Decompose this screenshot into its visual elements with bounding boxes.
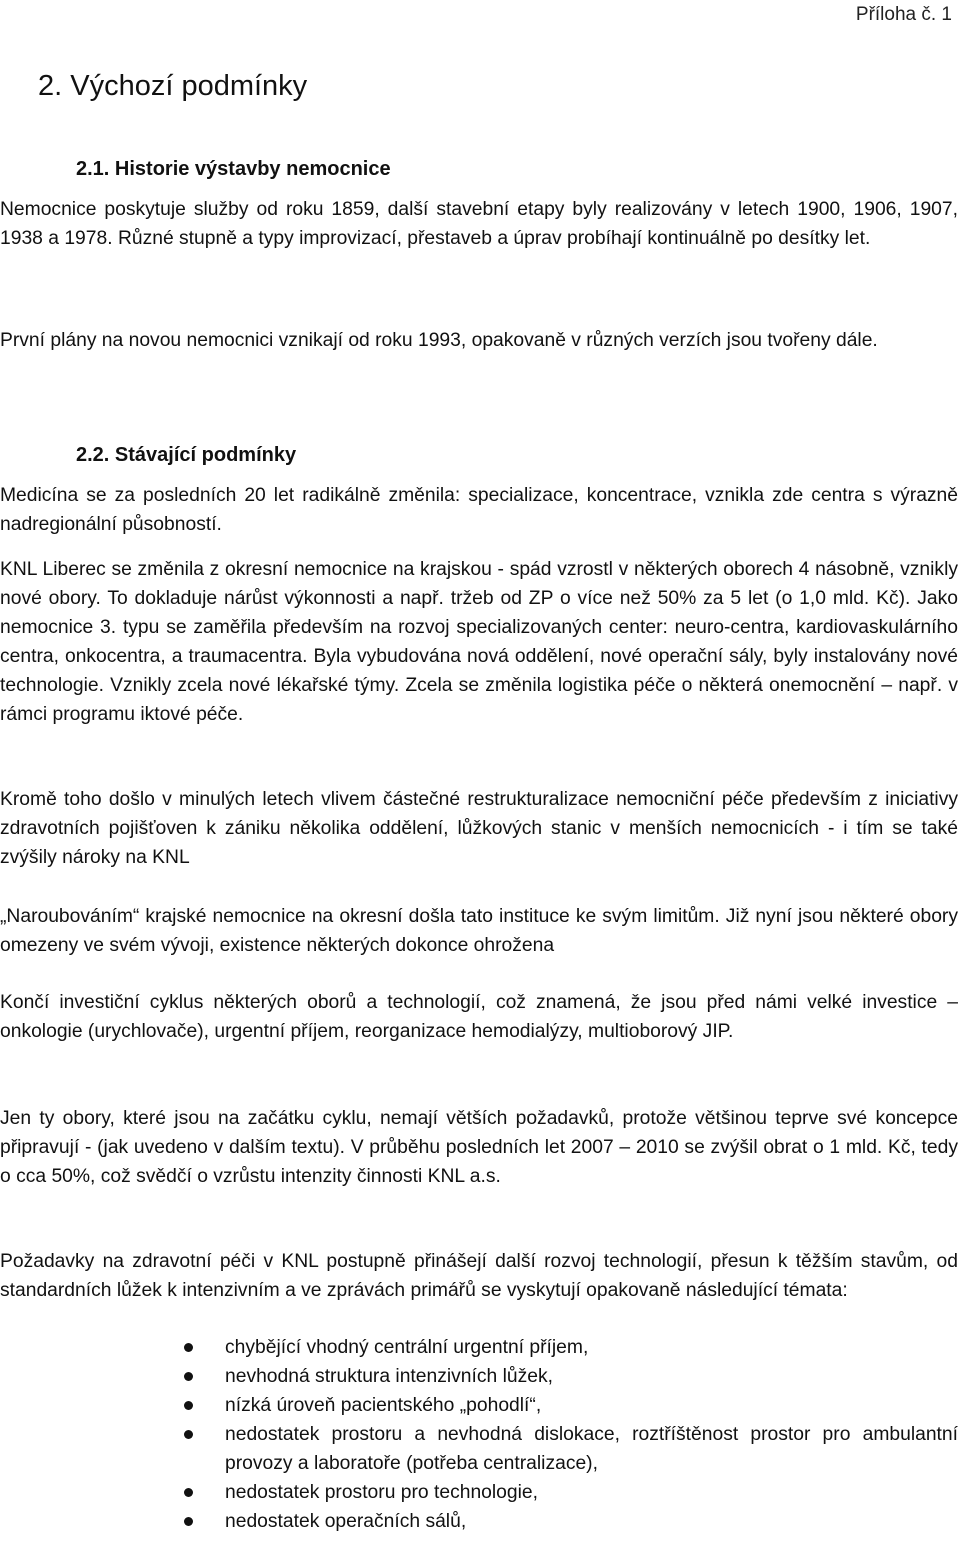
list-item: nevhodná struktura intenzivních lůžek, <box>0 1362 958 1391</box>
list-item: nedostatek prostoru a nevhodná dislokace, roztříštěnost prostor pro ambulantní provozy a laboratoře (potřeba centralizace), <box>0 1420 958 1478</box>
paragraph-history-1: Nemocnice poskytuje služby od roku 1859, další stavební etapy byly realizovány v letech 1900, 1906, 1907, 1938 a 1978. Různé stupně a typy improvizací, přestaveb a úprav probíhají kontinuálně po desítky let. <box>0 199 958 249</box>
bullet-icon <box>184 1517 193 1526</box>
topics-list <box>0 1333 958 1536</box>
list-item: chybějící vhodný centrální urgentní příjem, <box>0 1333 958 1362</box>
paragraph-current-1: Medicína se za posledních 20 let radikálně změnila: specializace, koncentrace, vznikla zde centra s výrazně nadregionální působností. <box>0 485 958 535</box>
paragraph-current-4: „Naroubováním“ krajské nemocnice na okresní došla tato instituce ke svým limitům. Již nyní jsou některé obory omezeny ve svém vývoji, existence některých dokonce ohrožena <box>0 906 958 956</box>
paragraph-current-2: KNL Liberec se změnila z okresní nemocnice na krajskou - spád vzrostl v některých oborech 4 násobně, vznikly nové obory. To dokladuje nárůst výkonnosti a např. tržeb od ZP o více než 50% za 5 let (o 1,0 mld. Kč). Jako nemocnice 3. typu se zaměřila především na rozvoj specializovaných center: neuro-centra, kardiovaskulárního centra, onkocentra, a traumacentra. Byla vybudována nová oddělení, nové operační sály, byly instalovány nové technologie. Vznikly zcela nové lékařské týmy. Zcela se změnila logistika péče o některá onemocnění – např. v rámci programu iktové péče. <box>0 559 958 725</box>
subsection-heading-current: 2.2. Stávající podmínky <box>76 444 297 466</box>
paragraph-current-3: Kromě toho došlo v minulých letech vlivem částečné restrukturalizace nemocniční péče především z iniciativy zdravotních pojišťoven k zániku několika oddělení, lůžkových stanic v menších nemocnicích - i tím se také zvýšily nároky na KNL <box>0 789 958 868</box>
paragraph-current-6: Jen ty obory, které jsou na začátku cyklu, nemají větších požadavků, protože většinou teprve své koncepce připravují - (jak uvedeno v dalším textu). V průběhu posledních let 2007 – 2010 se zvýšil obrat o 1 mld. Kč, tedy o cca 50%, což svědčí o vzrůstu intenzity činnosti KNL a.s. <box>0 1108 958 1187</box>
list-item: nedostatek operačních sálů, <box>0 1507 958 1536</box>
paragraph-history-2: První plány na novou nemocnici vznikají od roku 1993, opakovaně v různých verzích jsou tvořeny dále. <box>0 330 878 351</box>
bullet-icon <box>184 1488 193 1497</box>
paragraph-current-7: Požadavky na zdravotní péči v KNL postupně přinášejí další rozvoj technologií, přesun k těžším stavům, od standardních lůžek k intenzivním a ve zprávách primářů se vyskytují opakovaně následující témata: <box>0 1251 958 1301</box>
paragraph-current-5: Končí investiční cyklus některých oborů a technologií, což znamená, že jsou před námi velké investice – onkologie (urychlovače), urgentní příjem, reorganizace hemodialýzy, multioborový JIP. <box>0 992 958 1042</box>
subsection-heading-history: 2.1. Historie výstavby nemocnice <box>76 158 391 180</box>
annex-label: Příloha č. 1 <box>855 4 952 25</box>
list-item: nízká úroveň pacientského „pohodlí“, <box>0 1391 958 1420</box>
bullet-icon <box>184 1430 193 1439</box>
bullet-icon <box>184 1372 193 1381</box>
list-item: nedostatek prostoru pro technologie, <box>0 1478 958 1507</box>
bullet-icon <box>184 1401 193 1410</box>
bullet-icon <box>184 1343 193 1352</box>
section-heading: 2. Výchozí podmínky <box>38 70 308 102</box>
